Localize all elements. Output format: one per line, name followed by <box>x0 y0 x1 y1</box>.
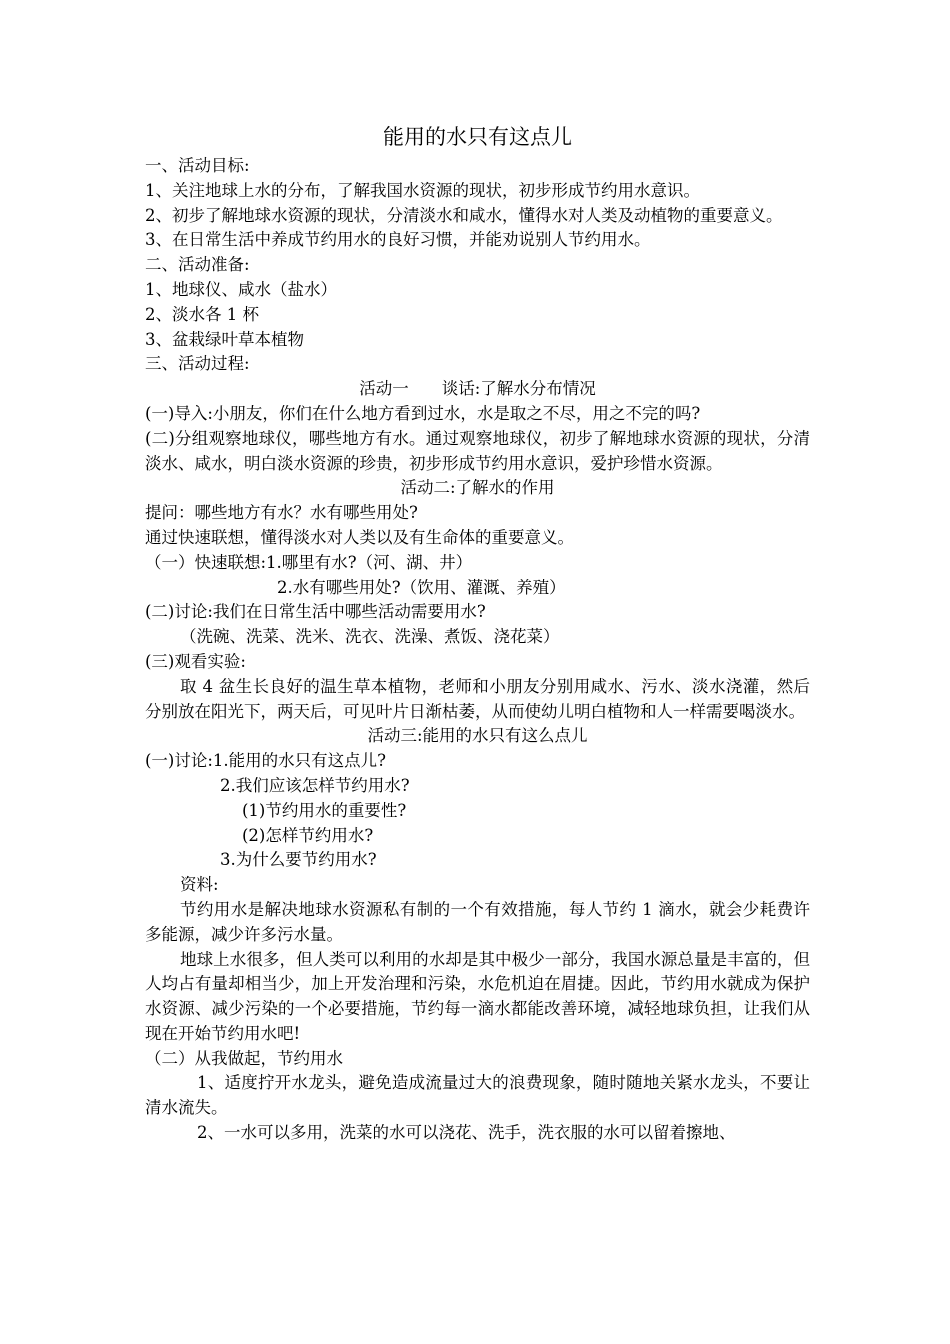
activity-3-save-water-item-1: 1、适度拧开水龙头，避免造成流量过大的浪费现象，随时随地关紧水龙头，不要让清水流失。 <box>145 1073 810 1118</box>
activity-3-discussion-2: 2.我们应该怎样节约用水? <box>220 775 410 795</box>
goal-item-2: 2、初步了解地球水资源的现状，分清淡水和咸水，懂得水对人类及动植物的重要意义。 <box>145 205 783 225</box>
section-heading-preparation: 二、活动准备: <box>145 255 250 275</box>
activity-3-discussion-2b: (2)怎样节约用水? <box>242 825 374 845</box>
prep-item-2: 2、淡水各 1 杯 <box>145 304 259 324</box>
activity-2-association-1: （一）快速联想:1.哪里有水?（河、湖、井） <box>145 552 473 572</box>
activity-1-intro: (一)导入:小朋友，你们在什么地方看到过水，水是取之不尽，用之不完的吗? <box>145 403 701 423</box>
activity-1-observe: (二)分组观察地球仪，哪些地方有水。通过观察地球仪，初步了解地球水资源的现状，分清淡水、咸水，明白淡水资源的珍贵，初步形成节约用水意识，爱护珍惜水资源。 <box>145 428 810 473</box>
activity-3-discussion-3: 3.为什么要节约用水? <box>220 850 377 870</box>
goal-item-3: 3、在日常生活中养成节约用水的良好习惯，并能劝说别人节约用水。 <box>145 230 651 250</box>
activity-2-discussion-answers: （洗碗、洗菜、洗米、洗衣、洗澡、煮饭、浇花菜） <box>180 627 560 647</box>
activity-3-discussion-2a: (1)节约用水的重要性? <box>242 800 407 820</box>
activity-2-experiment-heading: (三)观看实验: <box>145 651 246 671</box>
activity-2-purpose: 通过快速联想，懂得淡水对人类以及有生命体的重要意义。 <box>145 527 574 547</box>
activity-2-discussion: (二)讨论:我们在日常生活中哪些活动需要用水? <box>145 602 486 622</box>
activity-3-discussion-1: (一)讨论:1.能用的水只有这点儿? <box>145 751 387 771</box>
activity-3-save-water-item-2: 2、一水可以多用，洗菜的水可以浇花、洗手，洗衣服的水可以留着擦地、 <box>197 1123 736 1143</box>
activity-2-heading: 活动二:了解水的作用 <box>400 478 555 498</box>
activity-2-experiment-text: 取 4 盆生长良好的温生草本植物，老师和小朋友分别用咸水、污水、淡水浇灌，然后分别放在阳光下，两天后，可见叶片日渐枯萎，从而使幼儿明白植物和人一样需要喝淡水。 <box>145 676 810 721</box>
section-heading-goals: 一、活动目标: <box>145 156 250 175</box>
activity-3-material-label: 资料: <box>180 875 219 895</box>
prep-item-1: 1、地球仪、咸水（盐水） <box>145 279 337 299</box>
activity-3-material-para-1: 节约用水是解决地球水资源私有制的一个有效措施，每人节约 1 滴水，就会少耗费许多能源，减少许多污水量。 <box>145 899 810 944</box>
activity-2-question: 提问：哪些地方有水？水有哪些用处? <box>145 503 418 523</box>
activity-3-material-para-2: 地球上水很多，但人类可以利用的水却是其中极少一部分，我国水源总量是丰富的，但人均占有量却相当少，加上开发治理和污染，水危机迫在眉捷。因此，节约用水就成为保护水资源、减少污染的一个必要措施，节约每一滴水都能改善环境，减轻地球负担，让我们从现在开始节约用水吧! <box>145 949 810 1043</box>
document-page <box>145 122 810 1146</box>
activity-3-save-water-heading: （二）从我做起，节约用水 <box>145 1048 343 1068</box>
goal-item-1: 1、关注地球上水的分布，了解我国水资源的现状，初步形成节约用水意识。 <box>145 180 700 200</box>
activity-1-heading: 活动一 谈话:了解水分布情况 <box>359 379 596 399</box>
activity-2-association-2: 2.水有哪些用处?（饮用、灌溉、养殖） <box>277 577 566 597</box>
activity-3-heading: 活动三:能用的水只有这么点儿 <box>367 726 588 746</box>
prep-item-3: 3、盆栽绿叶草本植物 <box>145 329 304 349</box>
section-heading-process: 三、活动过程: <box>145 354 250 374</box>
document-title: 能用的水只有这点儿 <box>383 125 572 149</box>
